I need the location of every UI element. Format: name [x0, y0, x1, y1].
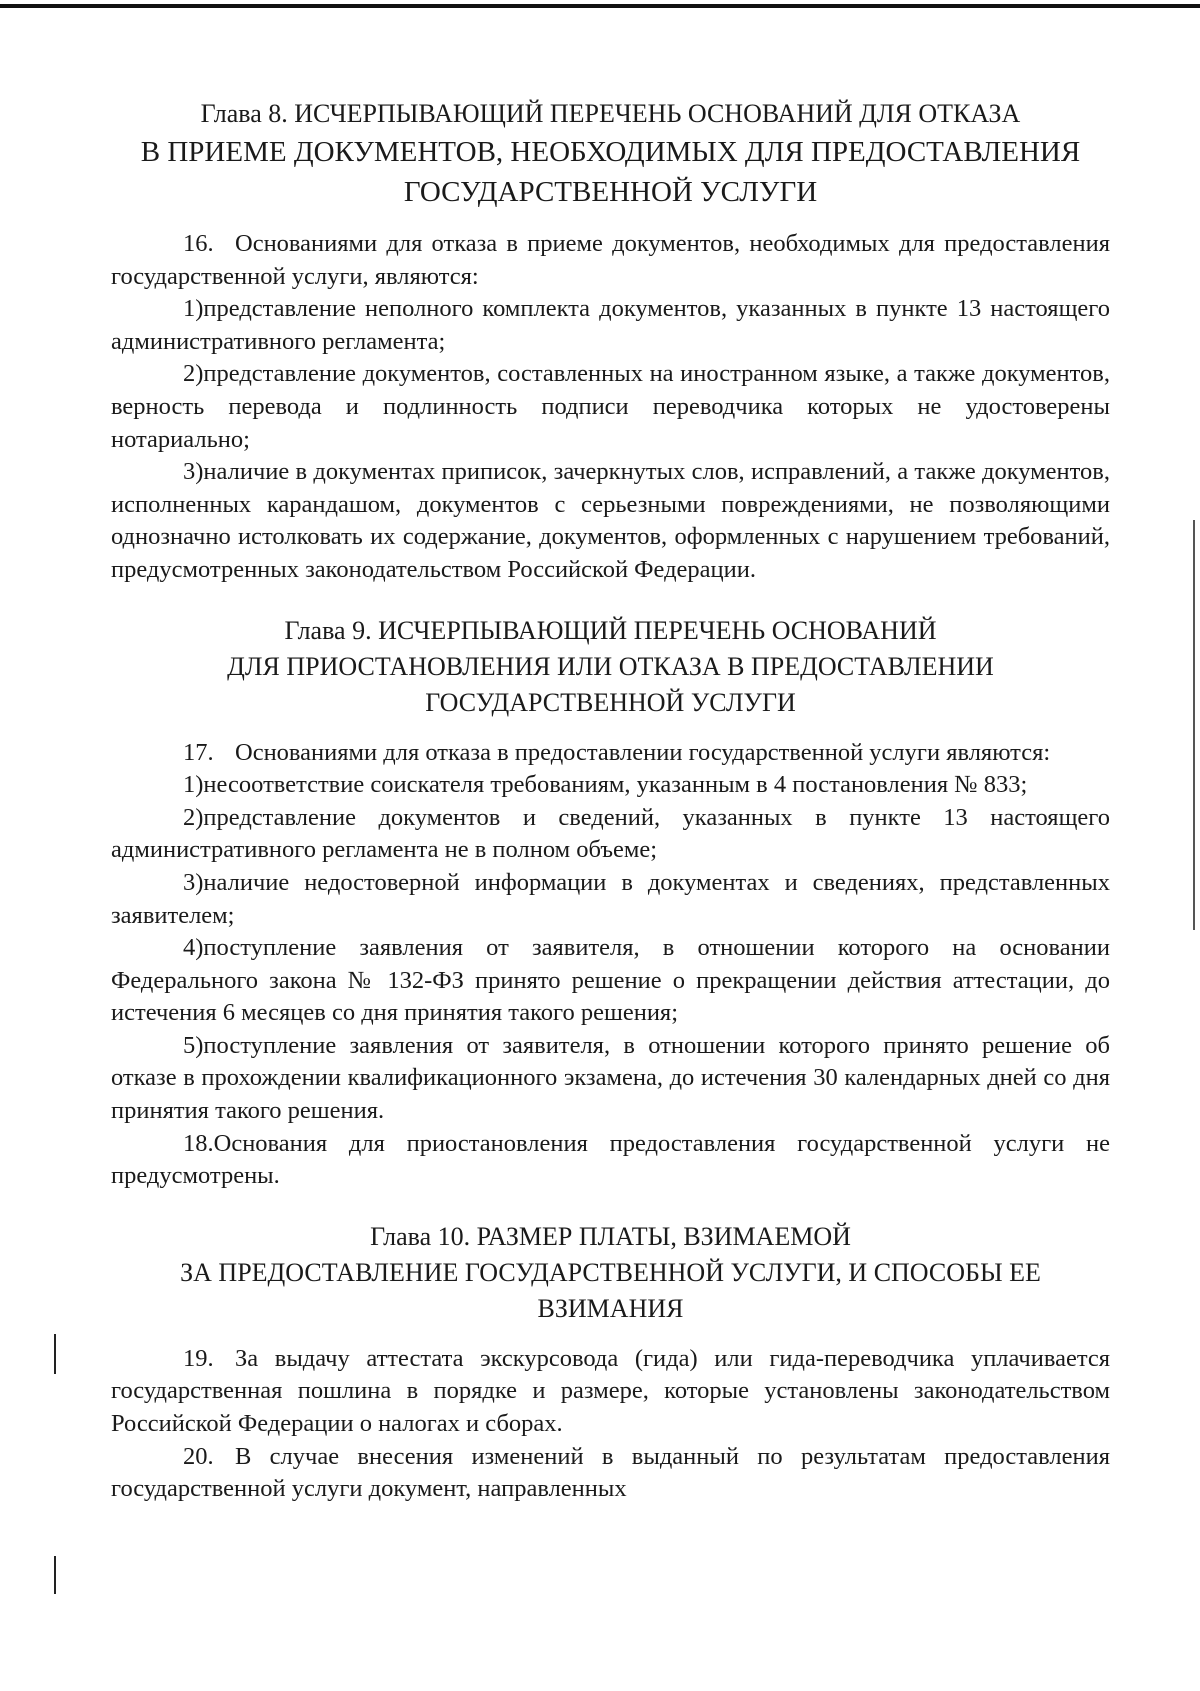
chapter-10-heading-line-1: Глава 10. РАЗМЕР ПЛАТЫ, ВЗИМАЕМОЙ [370, 1221, 851, 1251]
list-item-number: 1) [183, 771, 204, 799]
list-item [111, 769, 1110, 802]
chapter-9-heading-line-2: ДЛЯ ПРИОСТАНОВЛЕНИЯ ИЛИ ОТКАЗА В ПРЕДОСТАВЛЕНИИ [227, 651, 994, 681]
list-item-text: представление документов и сведений, указанных в пункте 13 настоящего административного регламента не в полном объеме; [111, 803, 1110, 864]
page-top-border [0, 4, 1200, 8]
list-item-text: представление неполного комплекта документов, указанных в пункте 13 настоящего административного регламента; [111, 295, 1110, 355]
chapter-9-heading-line-1: Глава 9. ИСЧЕРПЫВАЮЩИЙ ПЕРЕЧЕНЬ ОСНОВАНИЙ [284, 615, 937, 645]
chapter-8-heading-line-1: Глава 8. ИСЧЕРПЫВАЮЩИЙ ПЕРЕЧЕНЬ ОСНОВАНИЙ ДЛЯ ОТКАЗА [200, 99, 1021, 128]
list-item-text: наличие недостоверной информации в документах и сведениях, представленных заявителем; [111, 868, 1110, 929]
scan-margin-mark [54, 1556, 56, 1594]
chapter-9-heading [111, 613, 1110, 721]
list-item-text: несоответствие соискателя требованиям, указанным в 4 постановления № 833; [203, 771, 1028, 799]
document-page [111, 96, 1110, 1506]
paragraph-16 [111, 228, 1110, 293]
chapter-8-heading-line-2: В ПРИЕМЕ ДОКУМЕНТОВ, НЕОБХОДИМЫХ ДЛЯ ПРЕДОСТАВЛЕНИЯ [140, 136, 1081, 168]
paragraph-text: Основаниями для отказа в предоставлении государственной услуги являются: [235, 738, 1051, 766]
paragraph-18 [111, 1128, 1110, 1193]
paragraph-number: 18. [183, 1129, 214, 1157]
paragraph-19 [111, 1343, 1110, 1441]
list-item-number: 5) [183, 1031, 204, 1059]
chapter-9-heading-line-3: ГОСУДАРСТВЕННОЙ УСЛУГИ [425, 687, 796, 717]
chapter-8-heading [111, 96, 1110, 212]
list-item [111, 1030, 1110, 1128]
paragraph-number: 17. [183, 738, 214, 766]
paragraph-text: Основаниями для отказа в приеме документов, необходимых для предоставления государственной услуги, являются: [111, 230, 1110, 290]
paragraph-number: 16. [183, 230, 214, 257]
paragraph-text: За выдачу аттестата экскурсовода (гида) или гида-переводчика уплачивается государственная пошлина в порядке и размере, которые установлены законодательством Российской Федерации о налогах и сборах. [111, 1344, 1110, 1438]
list-item [111, 867, 1110, 932]
list-item [111, 802, 1110, 867]
list-item-text: поступление заявления от заявителя, в отношении которого на основании Федерального закона № 132-ФЗ принято решение о прекращении действия аттестации, до истечения 6 месяцев со дня принятия такого решения; [111, 934, 1110, 1027]
list-item [111, 456, 1110, 586]
chapter-10-heading-line-2: ЗА ПРЕДОСТАВЛЕНИЕ ГОСУДАРСТВЕННОЙ УСЛУГИ, И СПОСОБЫ ЕЕ [180, 1257, 1041, 1287]
list-item-text: представление документов, составленных на иностранном языке, а также документов, верность перевода и подлинность подписи переводчика которых не удостоверены нотариально; [111, 360, 1110, 453]
list-item [111, 358, 1110, 456]
list-item-number: 1) [183, 295, 204, 323]
list-item [111, 293, 1110, 358]
paragraph-number: 19. [183, 1344, 214, 1372]
paragraph-text: В случае внесения изменений в выданный по результатам предоставления государственной услуги документ, направленных [111, 1442, 1110, 1503]
chapter-8-heading-line-3: ГОСУДАРСТВЕННОЙ УСЛУГИ [403, 176, 818, 208]
list-item-number: 4) [183, 934, 204, 962]
list-item-number: 2) [183, 803, 204, 831]
list-item-number: 3) [183, 458, 204, 486]
scan-margin-mark [54, 1334, 56, 1374]
list-item-number: 3) [183, 868, 204, 896]
paragraph-20 [111, 1441, 1110, 1506]
list-item-text: наличие в документах приписок, зачеркнутых слов, исправлений, а также документов, исполненных карандашом, документов с серьезными повреждениями, не позволяющими однозначно истолковать их содержание, документов, оформленных с нарушением требований, предусмотренных законодательством Российской Федерации. [111, 458, 1110, 583]
chapter-10-heading-line-3: ВЗИМАНИЯ [537, 1293, 684, 1323]
paragraph-17 [111, 737, 1110, 770]
chapter-10-heading [111, 1219, 1110, 1327]
scan-margin-mark [1193, 520, 1195, 930]
paragraph-number: 20. [183, 1442, 214, 1470]
list-item-text: поступление заявления от заявителя, в отношении которого принято решение об отказе в прохождении квалификационного экзамена, до истечения 30 календарных дней со дня принятия такого решения. [111, 1031, 1110, 1125]
list-item [111, 932, 1110, 1030]
list-item-number: 2) [183, 360, 204, 388]
paragraph-text: Основания для приостановления предоставления государственной услуги не предусмотрены. [111, 1129, 1110, 1190]
